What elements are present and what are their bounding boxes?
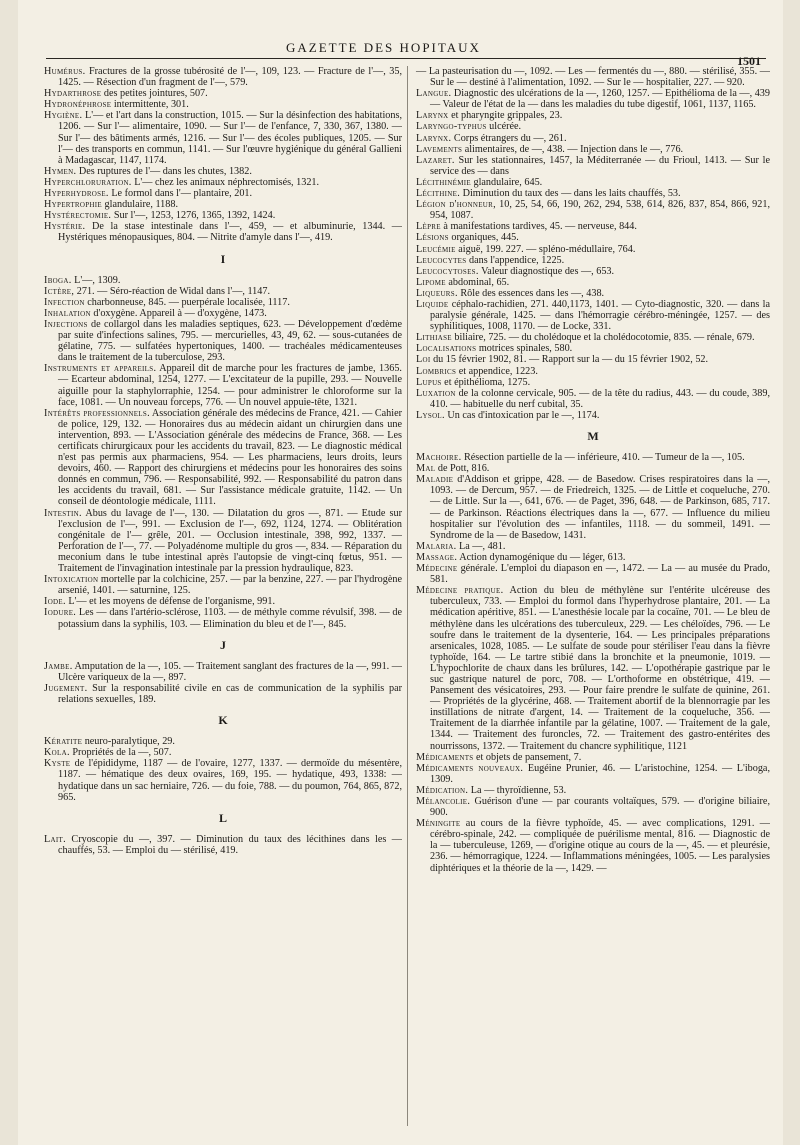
index-entry (44, 297, 402, 308)
entry-keyword: Lésions (416, 232, 449, 244)
entry-text: Cryoscopie du —, 397. — Diminution du taux des lécithines dans les — chauffés, 53. — Emploi du — stérilisé, 419. (58, 833, 402, 856)
entry-keyword: Jugement. (44, 682, 88, 694)
index-entry (44, 275, 402, 286)
index-entry (416, 188, 770, 199)
entry-keyword: Intoxication (44, 574, 99, 586)
section-letter: M (587, 429, 599, 443)
entry-keyword: Jambe. (44, 660, 73, 672)
entry-text: Action du bleu de méthylène sur l'entérite ulcéreuse des tuberculeux, 733. — Emploi du formol dans l'hyperhydrose plantaire, 201. — La médication apéritive, 851. — L'anesthésie locale par la cocaïne, 701. — Le bleu de méthylène dans les ulcérations des tuberculeux, 229. — Les chéloïdes, 796. — Le soufre dans le traitement de la dysenterie, 164. — Les principales préparations arsenicales, 1028, 1085. — Le sulfate de soude pour stériliser l'eau dans la fièvre typhoïde, 164. — Le tartre stibié dans la bronchite et la pneumonie, 1019. — L'hypochlorite de chaux dans les brûlures, 142. — L'opothérapie gastrique par le suc gastrique naturel de porc, 708. — L'orthoforme en obstétrique, 419. — Pansement des vésicatoires, 293. — Pour faire prendre le sulfate de quinine, 261. — Propriétés de la glycérine, 468. — Traitement abortif de la blennorragie par les instillations de nitrate d'argent, 14. — Traitement de la coqueluche, 356. — Traitement de la diarrhée infantile par la gélatine, 1007. — Traitement de la gale, 1344. — Traitement des furoncles, 72. — Traitement des gastro-entérites des nourrissons, 1372. — Traitement du chancre syphilitique, 1121 (430, 585, 770, 752)
index-entry (416, 785, 770, 796)
entry-text: 271. — Séro-réaction de Widal dans l'—, 1147. (74, 285, 271, 297)
entry-keyword: Iodure. (44, 607, 77, 619)
entry-text: de collargol dans les maladies septiques, 623. — Développement d'œdème par suite d'infections salines, 795. — mercurielles, 43, 49, 62. — sous-cutanées de gélatine, 775. — sulfatées hypertoniques, 1400. — trachéales médicamenteuses dans le traitement de la tuberculose, 293. (58, 318, 402, 364)
entry-text: et appendice, 1223. (456, 365, 538, 377)
index-entry (416, 796, 770, 818)
index-entry (44, 736, 402, 747)
entry-keyword: Lithiase (416, 332, 452, 344)
entry-keyword: Hystérectomie. (44, 210, 112, 222)
index-entry (416, 343, 770, 354)
entry-text: Abus du lavage de l'—, 130. — Dilatation du gros —, 871. — Etude sur l'exclusion de l'—, 991. — Exclusion de l'—, 692, 1124, 1274. — Oblitération congénitale de l'— grêle, 201. — Occlusion intestinale, 398, 992, 1337. — Perforation de l'—, 77. — Polyadénome multiple du gros —, 834. — Réparation du meconium dans le tube intestinal après l'autopsie de vingt-cinq fœtus, 951. — Traitement de l'invagination intestinale par la pression hydraulique, 823. (58, 507, 402, 575)
entry-text: L'— chez les animaux néphrectomisés, 1321. (131, 176, 320, 188)
section-letter: K (218, 713, 228, 728)
entry-keyword: Lèpre (416, 221, 441, 233)
entry-text: Action dynamogénique du — léger, 613. (457, 551, 626, 563)
index-entry (44, 574, 402, 596)
entry-text: Propriétés de la —, 507. (69, 747, 172, 759)
entry-keyword: Lécithinémie (416, 176, 471, 188)
entry-text: alimentaires, de —, 438. — Injection dans le —, 776. (462, 143, 684, 155)
entry-text: générale. L'emploi du diapason en —, 1472. — La — au musée du Prado, 581. (430, 563, 770, 586)
section-letter: I (220, 251, 226, 266)
index-entry (44, 188, 402, 199)
section-letter: L (218, 810, 227, 825)
index-entry (416, 474, 770, 541)
header-rule (46, 58, 766, 59)
index-entry (416, 763, 770, 785)
entry-keyword: Hyperchloruration. (44, 176, 132, 188)
page-header (18, 20, 783, 68)
entry-text: et pharyngite grippales, 23. (448, 110, 563, 122)
entry-keyword: Maladie (416, 474, 454, 486)
journal-title: GAZETTE DES HOPITAUX (286, 40, 481, 55)
entry-keyword: Hystérie. (44, 221, 86, 233)
entry-keyword: Luxation (416, 387, 456, 399)
entry-keyword: Lipome (416, 276, 446, 288)
entry-keyword: Localisations (416, 343, 477, 355)
entry-text: à manifestations tardives, 45. — nerveuse, 844. (440, 221, 637, 233)
index-entry (416, 199, 770, 221)
entry-text: d'Addison et grippe, 428. — de Basedow. Crises respiratoires dans la —, 1093. — de Dercum, 957. — de Friedreich, 1325. — de Little et coqueluche, 270. — de Little. Sur la —, 641, 676. — de Paget, 396, 648. — de Parkinson, 685, 717. — de Parkinson. Réactions électriques dans la —, 677. — Influence du milieu hospitalier sur l'évolution des — infantiles, 1118. — du sommeil, 1491. — Syndrome de la — de Basedow, 1431. (430, 474, 770, 541)
entry-text: Appareil dit de marche pour les fractures de jambe, 1365. — Ecarteur abdominal, 1254, 1277. — L'excitateur de la pupille, 293. — Nouvelle aiguille pour la staphylorraphie, 1254. — pour administrer le chloroforme sur la face, 1081. — Un nouveau forceps, 776. — Un nouvel appuie-tête, 1321. (58, 363, 402, 408)
entry-keyword: Kola. (44, 747, 70, 759)
entry-text: — La pasteurisation du —, 1092. — Les — fermentés du —, 880. — stérilisé, 355. — Sur le — destiné à l'alimentation, 1092. — Sur le — hospitalier, 227. — 920. (416, 66, 770, 89)
entry-keyword: Iode. (44, 596, 66, 608)
index-entry (416, 541, 770, 552)
entry-text: Amputation de la —, 105. — Traitement sanglant des fractures de la —, 991. — Ulcère variqueux de la —, 897. (58, 660, 402, 683)
index-entry (416, 818, 770, 873)
entry-keyword: Mélancolie. (416, 796, 471, 807)
entry-text: Le formol dans l'— plantaire, 201. (108, 188, 253, 200)
section-letter: J (220, 637, 226, 652)
index-entry (44, 221, 402, 243)
entry-keyword: Méningite (416, 818, 461, 830)
entry-keyword: Lazaret. (416, 154, 455, 166)
entry-text: glandulaire, 1188. (102, 199, 179, 211)
entry-keyword: Lupus (416, 376, 442, 388)
entry-keyword: Loi (416, 354, 431, 366)
index-entry (416, 266, 770, 277)
entry-keyword: Légion d'honneur, (416, 199, 496, 211)
entry-keyword: Ictère, (44, 285, 75, 297)
entry-text: 10, 25, 54, 66, 190, 262, 294, 538, 614, 826, 837, 854, 866, 921, 954, 1087. (430, 199, 771, 222)
entry-text: glandulaire, 645. (470, 176, 543, 188)
index-entry (416, 121, 770, 132)
entry-keyword: Lait. (44, 833, 66, 845)
entry-keyword: Iboga. (44, 274, 72, 286)
entry-keyword: Hygiène. (44, 110, 83, 122)
entry-keyword: Infection (44, 296, 85, 308)
entry-text: mortelle par la colchicine, 257. — par la benzine, 227. — par l'hydrogène arsenié, 1401. — saturnine, 125. (58, 574, 402, 597)
entry-keyword: Lombrics (416, 365, 457, 377)
entry-text: intermittente, 301. (111, 99, 189, 111)
entry-keyword: Hypertrophie (44, 199, 102, 211)
entry-text: Rôle des essences dans les —, 438. (457, 287, 605, 299)
index-entry (44, 210, 402, 221)
index-entry (416, 88, 770, 110)
entry-text: L'— et l'art dans la construction, 1015. — Sur la désinfection des habitations, 1206. — Sur l'— alimentaire, 1090. — Sur l'— de l'enfance, 7, 330, 367, 1380. — Sur l'— des bâtiments armés, 1216. — Sur l'— des écoles publiques, 1205. — Sur l'— des transports en commun, 1141. — Sur l'œuvre hygiénique du général Gallieni à Madagascar, 1147, 1174. (58, 110, 402, 166)
entry-keyword: Machoire. (416, 452, 462, 464)
entry-text: Eugéine Prunier, 46. — L'aristochine, 1254. — L'iboga, 1309. (430, 762, 770, 785)
index-entry (44, 508, 402, 575)
entry-text: du 15 février 1902, 81. — Rapport sur la — du 15 février 1902, 52. (430, 354, 709, 366)
index-entry (416, 277, 770, 288)
index-entry (44, 308, 402, 319)
entry-keyword: Leucocytes (416, 254, 467, 266)
entry-keyword: Médecine pratique. (416, 585, 504, 597)
entry-text: Un cas d'intoxication par le —, 1174. (444, 409, 600, 421)
entry-keyword: Inhalation (44, 307, 91, 319)
entry-text: Corps étrangers du —, 261. (451, 132, 567, 144)
entry-keyword: Laryngo-typhus (416, 121, 487, 133)
entry-text: dans l'appendice, 1225. (466, 254, 565, 266)
entry-keyword: Hydarthrose (44, 88, 102, 100)
entry-text: Valeur diagnostique des —, 653. (478, 265, 615, 277)
entry-keyword: Intestin. (44, 507, 82, 519)
gazette-page (18, 0, 783, 1145)
entry-keyword: Injections (44, 318, 88, 330)
entry-keyword: Langue. (416, 88, 452, 100)
index-entry (416, 410, 770, 421)
index-entry (44, 319, 402, 363)
index-entry (416, 221, 770, 232)
entry-text: Association générale des médecins de France, 421. — Cahier de police, 129, 132. — Honoraires dus au médecin aidant un chirurgien dans une intervention, 893. — L'Association générale des médecins de France, 368. — Les certificats chirurgicaux pour les accidents du travail, 823. — Le diagnostic médical n'est pas permis aux pharmaciens, 954. — Les pharmaciens, leurs droits, leurs devoirs, 460. — Rapport des chirurgiens et médecins pour les honoraires des soins donnés en commun, 796. — Responsabilité, 992. — Responsabilité du patron dans les accidents du travail, 681. — Sur l'assistance médicale gratuite, 1142. — Un conseil de déontologie médicale, 1111. (58, 407, 403, 508)
entry-text: céphalo-rachidien, 271. 440,1173, 1401. — Cyto-diagnostic, 320. — dans la paralysie générale, 1425. — dans l'hémorragie cérébro-méningée, 1257. — des syphilitiques, 1008, 1170. — de Locke, 331. (430, 298, 770, 333)
entry-text: Des ruptures de l'— dans les chutes, 1382. (76, 165, 252, 177)
entry-keyword: Leucémie (416, 243, 456, 255)
entry-text: Sur l'—, 1253, 1276, 1365, 1392, 1424. (111, 210, 276, 222)
index-entry (44, 596, 402, 607)
entry-text: Diminution du taux des — dans les laits chauffés, 53. (460, 188, 681, 200)
index-entry (416, 552, 770, 563)
index-entry (44, 661, 402, 683)
entry-text: Résection partielle de la — inférieure, 410. — Tumeur de la —, 105. (461, 452, 745, 464)
entry-keyword: Instruments et appareils. (44, 363, 157, 375)
index-entry (416, 177, 770, 188)
index-entry (416, 66, 770, 88)
entry-keyword: Massage. (416, 551, 458, 563)
entry-keyword: Médication. (416, 784, 469, 796)
index-entry (44, 177, 402, 188)
entry-text: charbonneuse, 845. — puerpérale localisée, 1117. (84, 296, 290, 308)
entry-text: des petites jointures, 507. (101, 88, 208, 100)
index-entry (416, 288, 770, 299)
entry-text: Sur la responsabilité civile en cas de communication de la syphilis par relations sexuelles, 189. (58, 682, 402, 705)
index-entry (416, 463, 770, 474)
index-entry (44, 88, 402, 99)
index-entry (416, 354, 770, 365)
index-entry (416, 388, 770, 410)
entry-keyword: Lysol. (416, 409, 445, 421)
entry-keyword: Liqueurs. (416, 287, 458, 299)
entry-keyword: Hymen. (44, 165, 77, 177)
entry-keyword: Malaria. (416, 540, 457, 552)
index-entry (44, 66, 402, 88)
entry-text: La — thyroïdienne, 53. (468, 784, 567, 796)
right-column (416, 66, 770, 874)
entry-keyword: Liquide (416, 298, 449, 310)
index-entry (416, 366, 770, 377)
index-entry (416, 232, 770, 243)
entry-keyword: Humérus. (44, 66, 86, 77)
entry-text: de la colonne cervicale, 905. — de la tête du radius, 443. — du coude, 389, 410. — habituelle du nerf cubital, 35. (430, 387, 770, 410)
index-entry (416, 155, 770, 177)
index-entry (44, 747, 402, 758)
index-entry (416, 377, 770, 388)
entry-text: ulcérée. (486, 121, 522, 133)
entry-text: abdominal, 65. (445, 276, 510, 288)
entry-keyword: Kyste (44, 758, 71, 770)
entry-text: La —, 481. (456, 540, 506, 552)
index-entry (416, 110, 770, 121)
entry-keyword: Hydronéphrose (44, 99, 112, 111)
entry-keyword: Lavements (416, 143, 463, 155)
index-entry (44, 110, 402, 165)
page-number: 1501 (737, 54, 761, 68)
entry-text: neuro-paralytique, 29. (82, 736, 175, 748)
entry-keyword: Leucocytoses. (416, 265, 479, 277)
entry-keyword: Mal (416, 463, 436, 475)
index-entry (416, 255, 770, 266)
left-column (44, 66, 402, 856)
index-entry (44, 758, 402, 802)
index-entry (44, 607, 402, 629)
entry-text: de Pott, 816. (435, 463, 490, 475)
index-entry (44, 166, 402, 177)
index-entry (44, 683, 402, 705)
entry-keyword: Kératite (44, 736, 83, 748)
index-entry (416, 452, 770, 463)
entry-keyword: Médecine (416, 563, 458, 575)
entry-text: Les — dans l'artério-sclérose, 1103. — de méthyle comme révulsif, 398. — de potassium dans la syphilis, 103. — Elimination du bleu et de l'—, 845. (58, 607, 402, 630)
entry-text: Fractures de la grosse tubérosité de l'—, 109, 123. — Fracture de l'—, 35, 1425. — Résection d'un fragment de l'—, 579. (58, 66, 402, 89)
index-entry (44, 363, 402, 407)
index-entry (416, 244, 770, 255)
index-entry (416, 585, 770, 751)
entry-text: de l'épididyme, 1187 — de l'ovaire, 1277, 1337. — dermoïde du mésentère, 1187. — hématique des deux ovaires, 169, 195. — hydatique, 493, 1338: — hydatique dans un sac herniaire, 726. — du foie, 788. — du poumon, 764, 865, 872, 965. (58, 758, 402, 803)
entry-text: Guérison d'une — par courants voltaïques, 579. — d'origine biliaire, 900. (430, 796, 770, 819)
index-entry (44, 834, 402, 856)
entry-text: au cours de la fièvre typhoïde, 45. — avec complications, 1291. — cérébro-spinale, 242. — compliquée de puérilisme mental, 816. — Diagnostic de la — tuberculeuse, 1269, — d'origine otique au cours de la —, 45. — et pleurésie, 236. — hémorragique, 1224. — Inflammations méningées, 1005. — Les paralysies diphtériques et la théorie de la —, 1429. — (430, 818, 770, 874)
index-entry (44, 408, 402, 508)
index-entry (44, 286, 402, 297)
entry-keyword: Larynx. (416, 132, 452, 144)
entry-text: Sur les stationnaires, 1457, la Méditerranée — du Frioul, 1413. — Sur le service des — dans (430, 154, 770, 177)
entry-text: motrices spinales, 580. (476, 343, 573, 355)
entry-text: organiques, 445. (448, 232, 519, 244)
entry-keyword: Médicaments nouveaux. (416, 762, 524, 774)
index-entry (44, 199, 402, 210)
index-entry (416, 332, 770, 343)
entry-text: et épithélioma, 1275. (441, 376, 531, 388)
entry-keyword: Hyperhydrose. (44, 188, 109, 200)
entry-text: biliaire, 725. — du cholédoque et la cholédocotomie, 835. — rénale, 679. (451, 332, 755, 344)
entry-keyword: Lécithine. (416, 188, 461, 200)
column-separator (407, 66, 408, 1126)
index-entry (44, 99, 402, 110)
index-entry (416, 144, 770, 155)
entry-text: L'— et les moyens de défense de l'organisme, 991. (65, 596, 275, 608)
index-entry (416, 299, 770, 332)
entry-keyword: Médicaments (416, 751, 474, 763)
entry-keyword: Larynx (416, 110, 449, 122)
index-entry (416, 133, 770, 144)
index-entry (416, 752, 770, 763)
entry-text: L'—, 1309. (71, 274, 121, 286)
entry-text: Diagnostic des ulcérations de la —, 1260, 1257. — Epithélioma de la —, 439 — Valeur de l'état de la — dans les maladies du tube digestif, 1061, 1137, 1165. (430, 88, 770, 111)
entry-text: De la stase intestinale dans l'—, 459, — et albuminurie, 1344. — Hystériques ménopausiques, 804. — Nitrite d'amyle dans l'—, 419. (58, 221, 402, 244)
entry-text: et objets de pansement, 7. (473, 751, 582, 763)
entry-text: aiguë, 199. 227. — spléno-médullaire, 764. (455, 243, 636, 255)
entry-text: d'oxygène. Appareil à — d'oxygène, 1473. (90, 307, 267, 319)
entry-keyword: Intérêts professionnels. (44, 407, 150, 419)
index-entry (416, 563, 770, 585)
